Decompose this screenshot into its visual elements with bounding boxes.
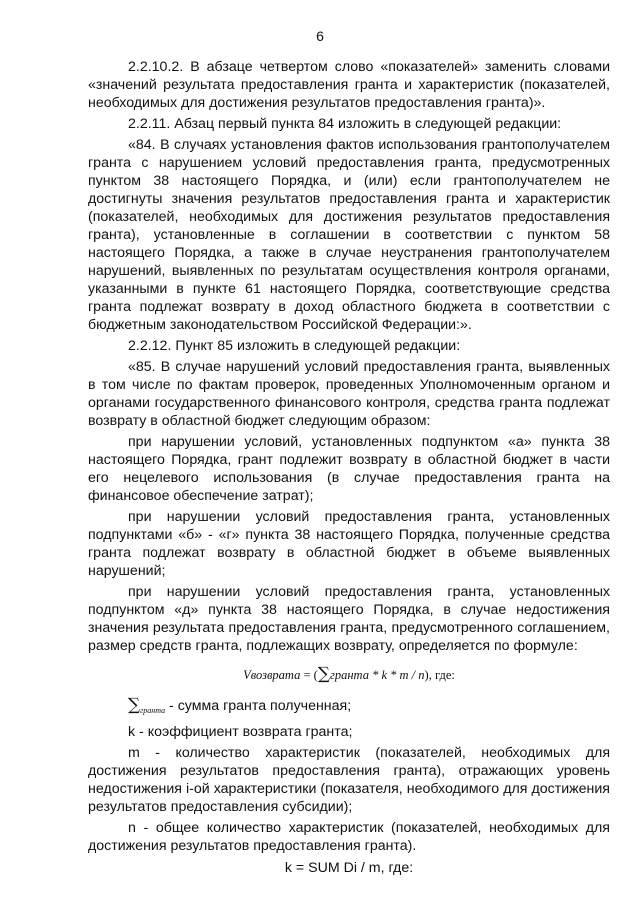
formula-where: где: [434,668,455,682]
n-definition: n - общее количество характеристик (показателей, необходимых для достижения результатов предоставления гранта). [88,820,610,854]
formula-lhs: Vвозврата [243,668,301,682]
k-definition: k - коэффициент возврата гранта; [128,724,353,740]
paragraph-2-2-12: 2.2.12. Пункт 85 изложить в следующей редакции: [128,338,461,354]
formula-rhs: гранта * k * m / n [329,668,425,682]
sum-definition-text: - сумма гранта полученная; [165,698,352,714]
paragraph-point-84: «84. В случаях установления фактов использования грантополучателем гранта с нарушением условий предоставления гранта, предусмотренных пунктом 38 настоящего Порядка, и (или) если грантополучателем не достигнуты значения результатов предоставления гранта и характеристик (показателей, необходимых для достижения результатов предоставления гранта), установленные в соглашении в соответствии с пунктом 58 настоящего Порядка, а также в случае неустранения грантополучателем нарушений, выявленных по результатам осуществления контроля органами, указанными в пункте 61 настоящего Порядка, соответствующие средства гранта подлежат возврату в доход областного бюджета в соответствии с бюджетным законодательством Российской Федерации:». [88,137,610,333]
paragraph-2-2-11: 2.2.11. Абзац первый пункта 84 изложить в следующей редакции: [128,116,562,132]
formula-close: ), [424,668,432,682]
document-body [88,58,610,877]
paragraph-subpoints-b-g: при нарушении условий предоставления гранта, установленных подпунктами «б» - «г» пункта 38 настоящего Порядка, полученные средства гранта подлежат возврату в областной бюджет в объеме выявленных нарушений; [88,509,610,579]
sum-symbol-icon: ∑ [128,695,141,715]
paragraph-subpoint-a: при нарушении условий, установленных подпунктом «а» пункта 38 настоящего Порядка, грант подлежит возврату в областной бюджет в части его нецелевого использования (в случае предоставления гранта на финансовое обеспечение затрат); [88,434,610,504]
m-definition: m - количество характеристик (показателей, необходимых для достижения результатов предоставления гранта), отражающих уровень недостижения i-ой характеристики (показателя, необходимого для достижения результатов предоставления субсидии); [88,745,610,815]
k-formula: k = SUM Di / m, где: [284,860,414,876]
paragraph-2-2-10-2: 2.2.10.2. В абзаце четвертом слово «показателей» заменить словами «значений результата предоставления гранта и характеристик (показателей, необходимых для достижения результатов предоставления гранта)». [88,59,610,111]
page-number: 6 [316,28,324,44]
refund-formula [88,665,610,684]
paragraph-subpoint-d: при нарушении условий предоставления гранта, установленных подпунктом «д» пункта 38 настоящего Порядка, в случае недостижения значения результата предоставления гранта, предусмотренного соглашением, размер средств гранта, подлежащих возврату, определяется по формуле: [88,584,610,654]
sum-definition [88,696,610,720]
formula-eq: = ( [300,668,318,682]
sum-symbol-icon: ∑ [317,664,330,684]
paragraph-point-85: «85. В случае нарушений условий предоставления гранта, выявленных в том числе по фактам проверок, проведенных Уполномоченным органом и органами государственного финансового контроля, средства гранта подлежат возврату в областной бюджет следующим образом: [88,359,610,429]
sum-subscript: гранта [140,706,166,715]
